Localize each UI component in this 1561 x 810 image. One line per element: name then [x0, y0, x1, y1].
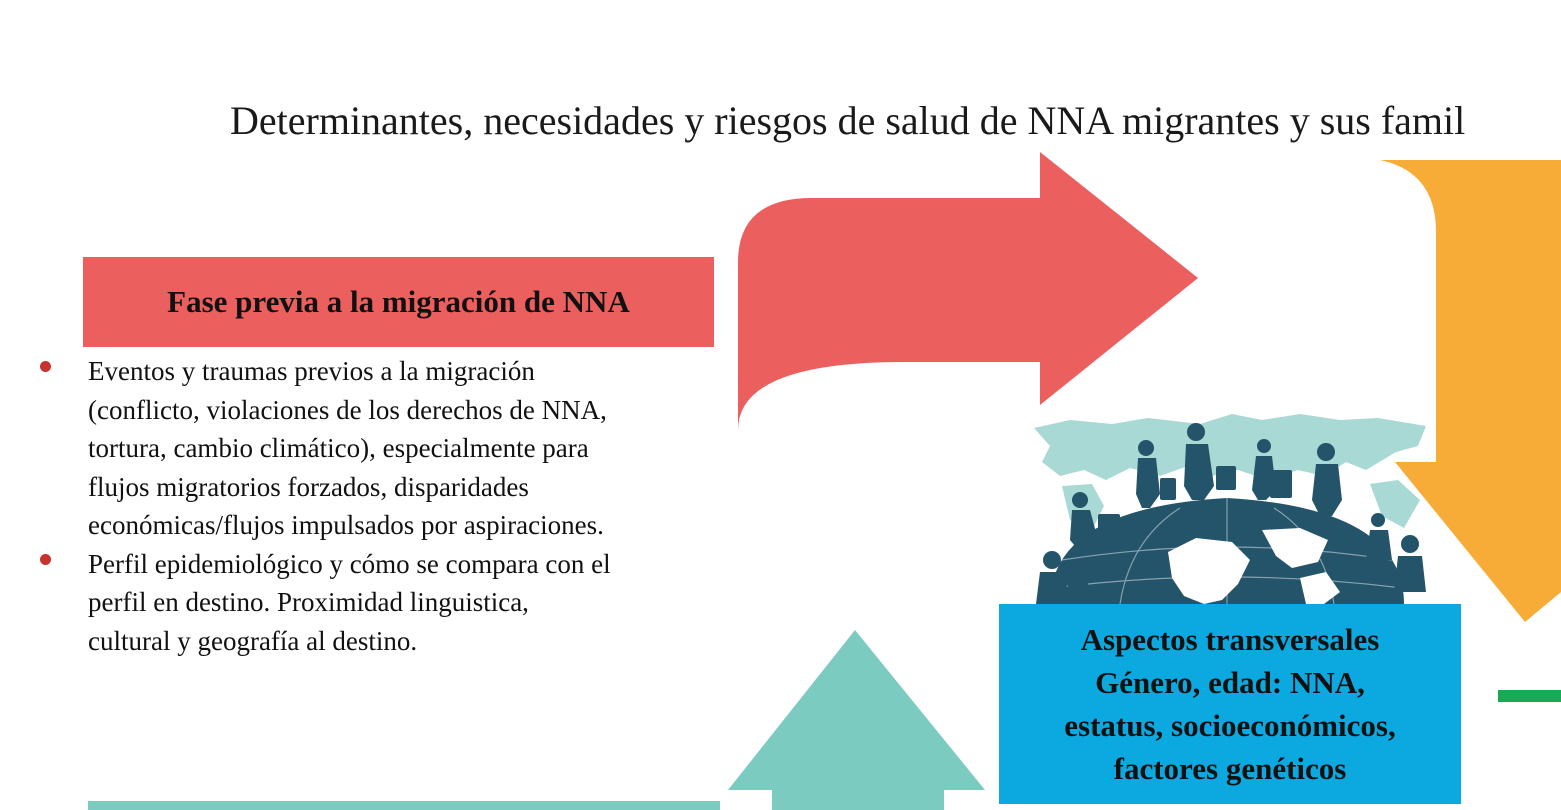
bullet-line: Perfil epidemiológico y cómo se compara con el	[88, 548, 611, 579]
bullet-line: perfil en destino. Proximidad linguistica,	[88, 587, 529, 617]
red-curved-arrow	[738, 152, 1198, 430]
bullet-line: cultural y geografía al destino.	[88, 625, 418, 656]
list-item	[38, 545, 728, 661]
list-item	[38, 352, 728, 545]
diagram-title: Determinantes, necesidades y riesgos de salud de NNA migrantes y sus famil	[230, 98, 1466, 143]
cross-cutting-aspects-box	[999, 604, 1461, 804]
bullet-line: tortura, cambio climático), especialmente para	[88, 433, 589, 463]
bottom-phase-box	[88, 801, 720, 810]
bullet-line: Eventos y traumas previos a la migración	[88, 356, 535, 386]
pre-migration-heading-box	[83, 257, 714, 347]
bullet-dot-icon	[40, 361, 51, 372]
pre-migration-heading: Fase previa a la migración de NNA	[167, 284, 630, 319]
cross-cutting-line: Género, edad: NNA,	[1095, 665, 1365, 700]
pre-migration-bullet-list	[38, 352, 728, 660]
cross-cutting-line: Aspectos transversales	[1080, 622, 1380, 657]
bullet-line: económicas/flujos impulsados por aspiraciones.	[88, 510, 604, 540]
globe-with-migrant-families-icon	[1034, 414, 1426, 604]
bullet-line: flujos migratorios forzados, disparidades	[88, 471, 529, 502]
bullet-dot-icon	[40, 554, 51, 565]
cross-cutting-line: factores genéticos	[1113, 751, 1347, 786]
orange-down-arrow	[1380, 160, 1561, 622]
green-connector-bar	[1498, 690, 1561, 702]
cross-cutting-line: estatus, socioeconómicos,	[1064, 708, 1396, 743]
teal-up-arrow	[728, 630, 985, 810]
bullet-line: (conflicto, violaciones de los derechos de NNA,	[88, 394, 607, 425]
